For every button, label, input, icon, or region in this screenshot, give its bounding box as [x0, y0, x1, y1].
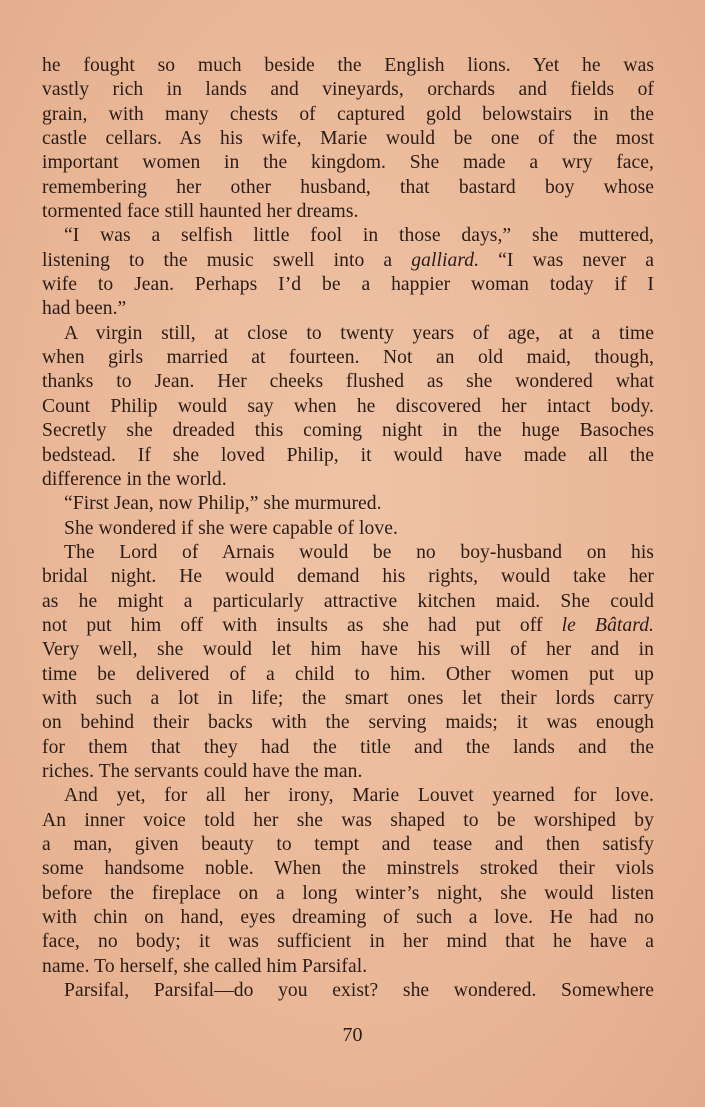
text-line: Very well, she would let him have his will of her and in: [42, 639, 654, 661]
paragraph-4: [42, 492, 654, 516]
text-line: before the fireplace on a long winter’s night, she would listen: [42, 882, 654, 904]
italic-phrase: le Bâtard.: [561, 614, 654, 636]
text-line: bedstead. If she loved Philip, it would have made all the: [42, 444, 654, 466]
text-line: A virgin still, at close to twenty years of age, at a time: [64, 322, 654, 344]
text-line: remembering her other husband, that bastard boy whose: [42, 176, 654, 198]
text-segment: not put him off with insults as she had put off: [42, 614, 562, 636]
text-line: Parsifal, Parsifal—do you exist? she wondered. Somewhere: [64, 980, 654, 1002]
text-line: Count Philip would say when he discovered her intact body.: [42, 395, 654, 417]
text-line: Secretly she dreaded this coming night in the huge Basoches: [42, 420, 654, 442]
paragraph-8: [42, 979, 654, 1003]
body-text: [42, 54, 654, 1003]
page-number: 70: [342, 1024, 363, 1046]
text-line: on behind their backs with the serving maids; it was enough: [42, 712, 654, 734]
text-segment: listening to the music swell into a: [42, 249, 412, 271]
text-line: [42, 614, 654, 638]
text-line: time be delivered of a child to him. Other women put up: [42, 663, 654, 685]
text-line: some handsome noble. When the minstrels stroked their viols: [42, 858, 654, 880]
text-line: for them that they had the title and the lands and the: [42, 736, 654, 758]
text-line: name. To herself, she called him Parsifal.: [42, 955, 368, 977]
text-line: grain, with many chests of captured gold belowstairs in the: [42, 103, 654, 125]
text-line: face, no body; it was sufficient in her mind that he have a: [42, 931, 654, 953]
text-line: tormented face still haunted her dreams.: [42, 201, 359, 223]
paragraph-7: [42, 784, 654, 979]
text-line: a man, given beauty to tempt and tease and then satisfy: [42, 834, 654, 855]
text-segment: “I was never a: [479, 249, 654, 271]
text-line: had been.”: [42, 298, 127, 320]
paragraph-2: [42, 224, 654, 321]
text-line: She wondered if she were capable of love.: [64, 517, 398, 539]
paragraph-1: [42, 54, 654, 224]
paragraph-5: [42, 517, 654, 541]
paragraph-6: [42, 541, 654, 784]
italic-word: galliard.: [411, 249, 480, 271]
text-line: “First Jean, now Philip,” she murmured.: [64, 493, 382, 515]
text-line: “I was a selfish little fool in those days,” she muttered,: [64, 225, 654, 247]
paragraph-3: [42, 322, 654, 492]
text-line: thanks to Jean. Her cheeks flushed as she wondered what: [42, 371, 654, 393]
text-line: vastly rich in lands and vineyards, orchards and fields of: [42, 79, 654, 101]
text-line: The Lord of Arnais would be no boy-husband on his: [64, 541, 654, 563]
text-line: with chin on hand, eyes dreaming of such a love. He had no: [42, 907, 654, 929]
text-line: difference in the world.: [42, 468, 227, 490]
text-line: when girls married at fourteen. Not an old maid, though,: [42, 347, 654, 369]
text-line: bridal night. He would demand his rights, would take her: [42, 566, 654, 588]
text-line: riches. The servants could have the man.: [42, 760, 363, 782]
text-line: important women in the kingdom. She made a wry face,: [42, 152, 654, 174]
text-line: And yet, for all her irony, Marie Louvet yearned for love.: [64, 785, 654, 807]
text-line: castle cellars. As his wife, Marie would be one of the most: [42, 128, 654, 150]
text-line: as he might a particularly attractive kitchen maid. She could: [42, 590, 654, 612]
text-line: [42, 249, 654, 273]
text-line: he fought so much beside the English lions. Yet he was: [42, 55, 654, 76]
text-line: wife to Jean. Perhaps I’d be a happier woman today if I: [42, 274, 654, 296]
text-line: An inner voice told her she was shaped to be worshiped by: [42, 809, 654, 831]
text-line: with such a lot in life; the smart ones let their lords carry: [42, 687, 654, 709]
